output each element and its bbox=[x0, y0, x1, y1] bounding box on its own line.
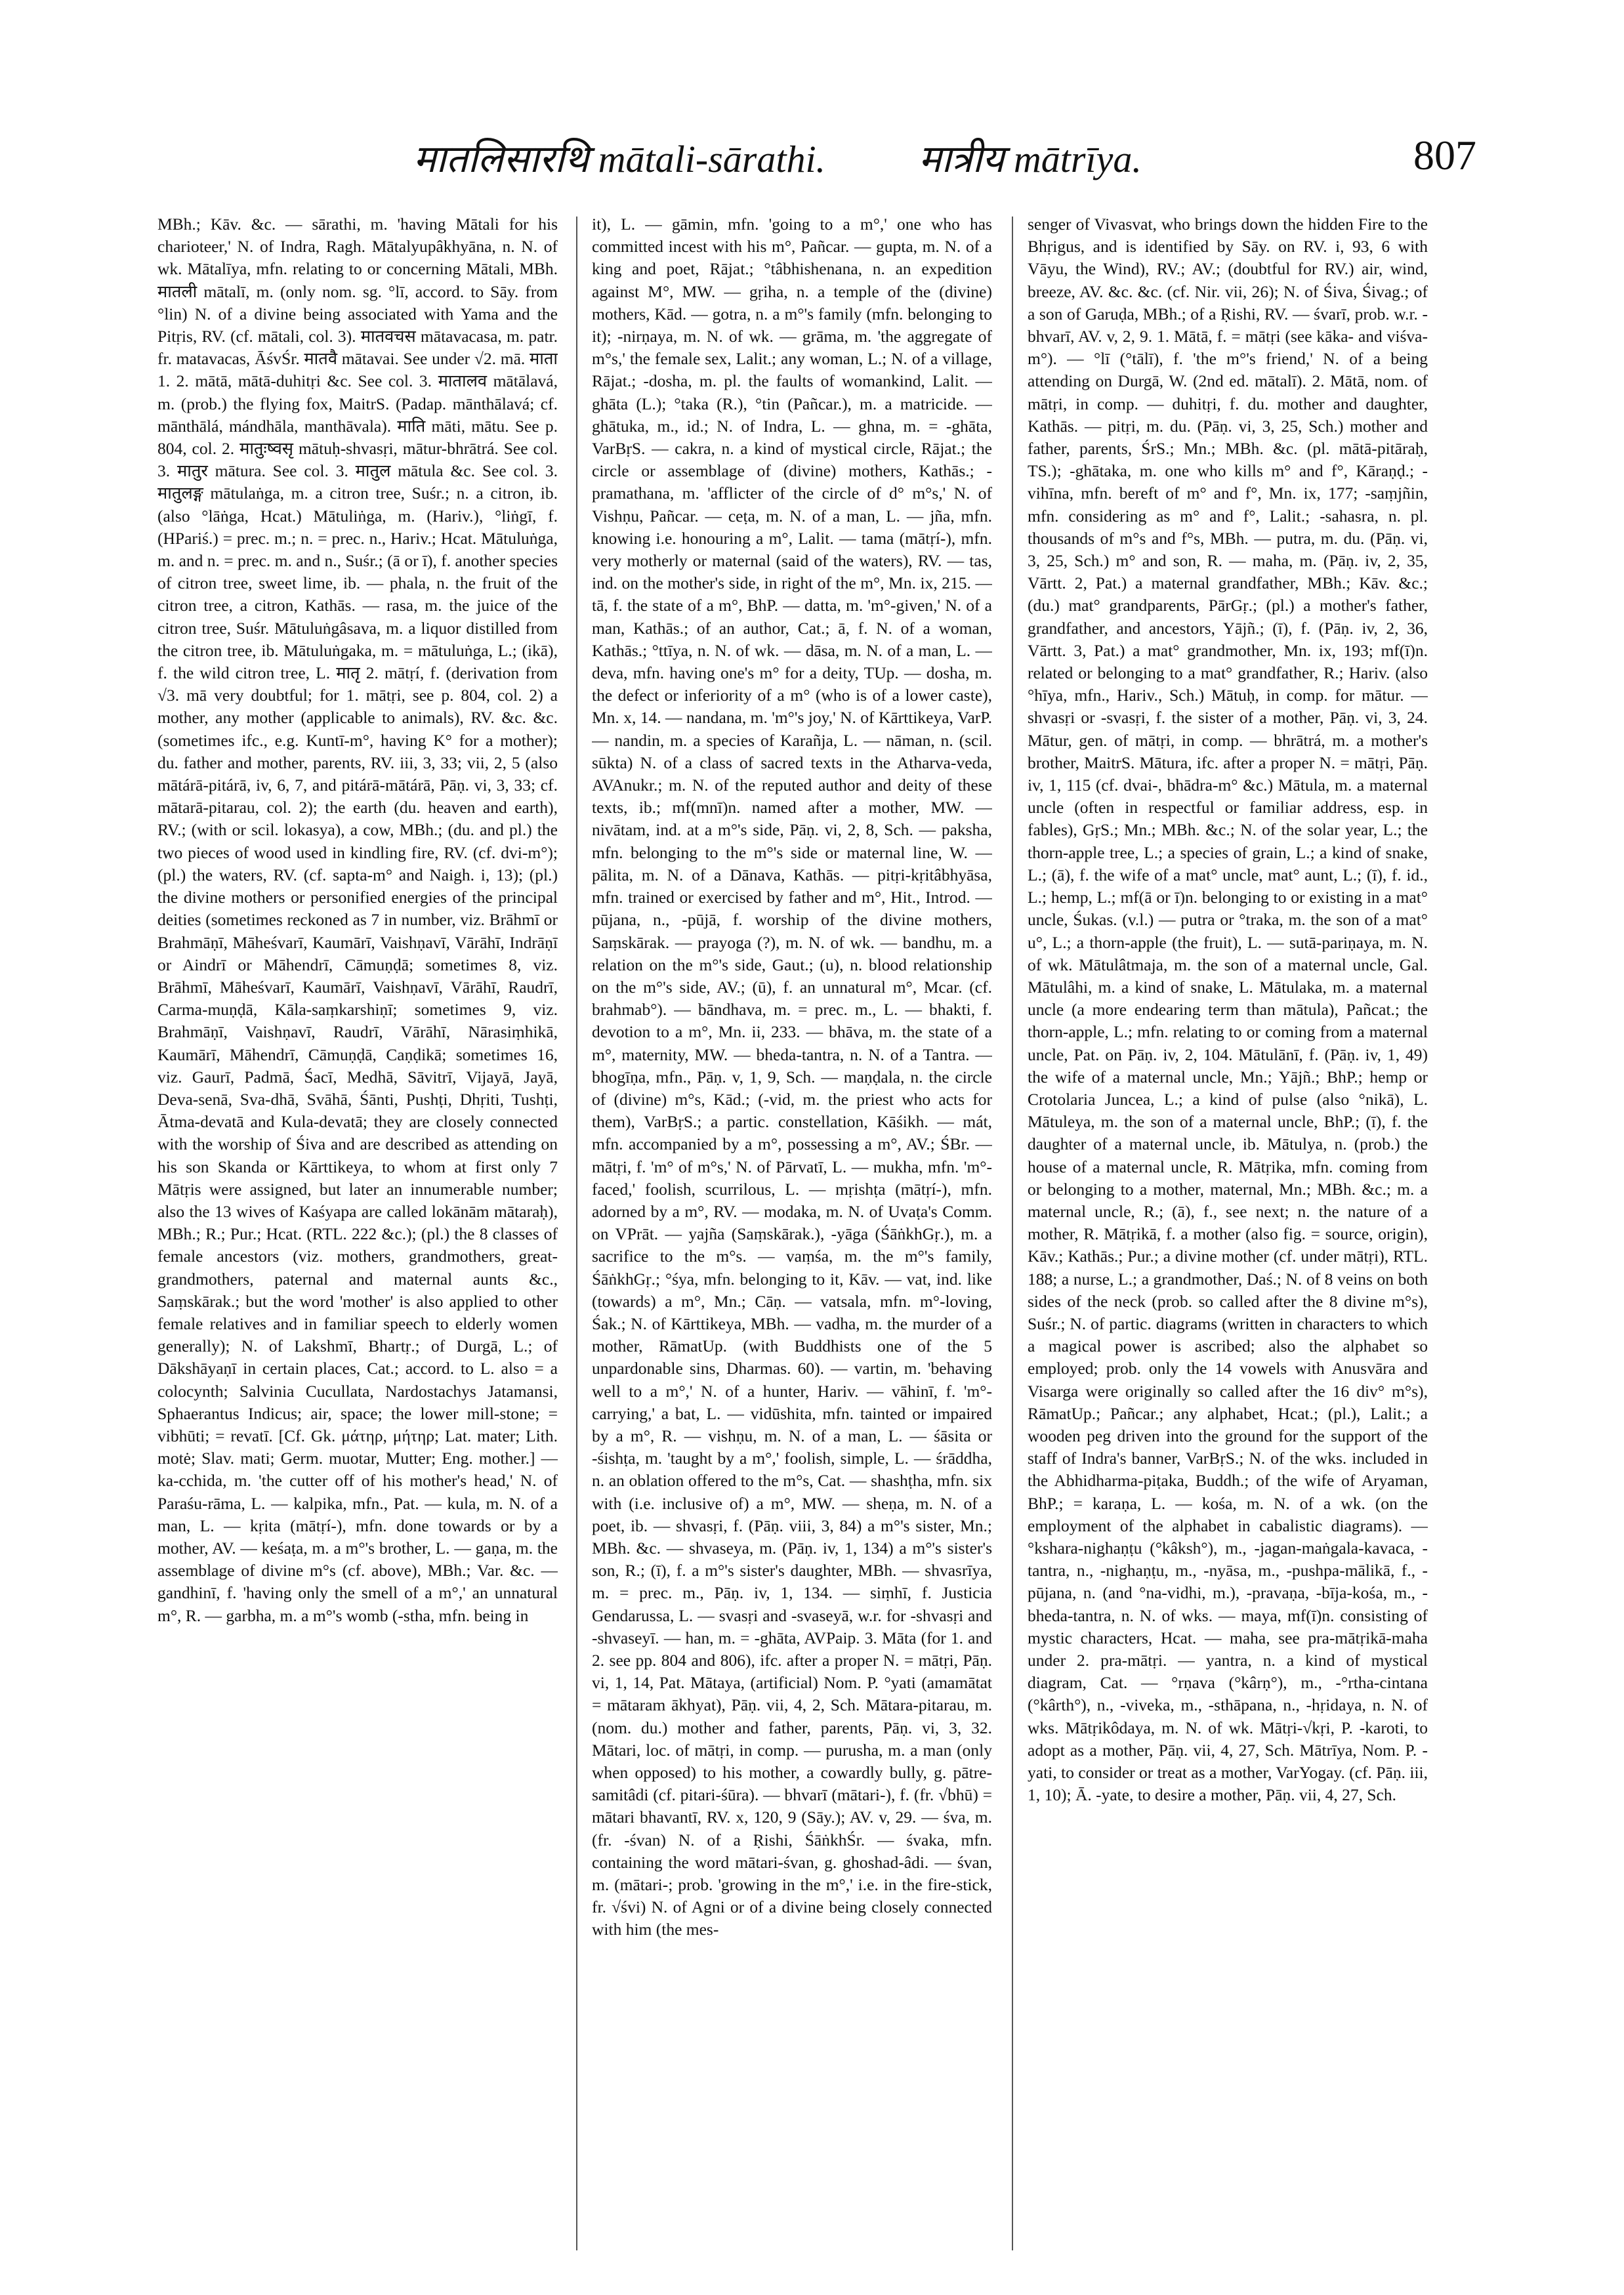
page-number: 807 bbox=[1413, 132, 1476, 178]
dictionary-column-3 bbox=[1028, 213, 1428, 2267]
header-left-headword: मातलिसारथि mātali-sārathi. bbox=[413, 138, 826, 180]
column-text: MBh.; Kāv. &c. — sārathi, m. 'having Mātali for his charioteer,' N. of Indra, Ragh. Mātalyupâkhyāna, n. N. of wk. Mātalīya, mfn. relating to or concerning Mātali, MBh. मातली mātalī, m. (only nom. sg. °lī, accord. to Sāy. from °lin) N. of a divine being associated with Yama and the Pitṛis, RV. (cf. mātali, col. 3). मातवचस mātavacasa, m. patr. fr. matavacas, ĀśvŚr. मातवै mātavai. See under √2. mā. माता 1. 2. mātā, mātā-duhitṛi &c. See col. 3. मातालव mātālavá, m. (prob.) the flying fox, MaitrS. (Padap. mānthālavá; cf. mānthālá, mándhāla, manthāvala). माति māti, mātu. See p. 804, col. 2. मातुःष्वसृ mātuḥ-shvasṛi, mātur-bhrātrá. See col. 3. मातुर mātura. See col. 3. मातुल mātula &c. See col. 3. मातुलङ्ग mātulaṅga, m. a citron tree, Suśr.; n. a citron, ib. (also °lāṅga, Hcat.) Mātuliṅga, m. (Hariv.), °liṅgī, f. (HPariś.) = prec. m.; n. = prec. n., Hariv.; Hcat. Mātuluṅga, m. and n. = prec. m. and n., Suśr.; (ā or ī), f. another species of citron tree, sweet lime, ib. — phala, n. the fruit of the citron tree, a citron, Kathās. — rasa, m. the juice of the citron tree, Suśr. Mātuluṅgâsava, m. a liquor distilled from the citron tree, ib. Mātuluṅgaka, m. = mātuluṅga, L.; (ikā), f. the wild citron tree, L. मातृ 2. mātṛí, f. (derivation from √3. mā very doubtful; for 1. mātṛi, see p. 804, col. 2) a mother, any mother (applicable to animals), RV. &c. &c. (sometimes ifc., e.g. Kuntī-m°, having K° for a mother); du. father and mother, parents, RV. iii, 3, 33; vii, 2, 5 (also mātárā-pitárā, iv, 6, 7, and pitárā-mātárā, Pāṇ. vi, 3, 33; cf. mātarā-pitarau, col. 2); the earth (du. heaven and earth), RV.; (with or scil. lokasya), a cow, MBh.; (du. and pl.) the two pieces of wood used in kindling fire, RV. (cf. dvi-m°); (pl.) the waters, RV. (cf. sapta-m° and Naigh. i, 13); (pl.) the divine mothers or personified energies of the principal deities (sometimes reckoned as 7 in number, viz. Brāhmī or Brahmāṇī, Māheśvarī, Kaumārī, Vaishṇavī, Vārāhī, Indrāṇī or Aindrī or Māhendrī, Cāmuṇḍā; sometimes 8, viz. Brāhmī, Māheśvarī, Kaumārī, Vaishṇavī, Vārāhī, Raudrī, Carma-muṇḍā, Kāla-saṃkarshiṇī; sometimes 9, viz. Brahmāṇī, Vaishṇavī, Raudrī, Vārāhī, Nārasiṃhikā, Kaumārī, Māhendrī, Cāmuṇḍā, Caṇḍikā; sometimes 16, viz. Gaurī, Padmā, Śacī, Medhā, Sāvitrī, Vijayā, Jayā, Deva-senā, Sva-dhā, Svāhā, Śānti, Pushṭi, Dhṛiti, Tushṭi, Ātma-devatā and Kula-devatā; they are closely connected with the worship of Śiva and are described as attending on his son Skanda or Kārttikeya, to whom at first only 7 Mātṛis were assigned, but later an innumerable number; also the 13 wives of Kaśyapa are called lokānām mātaraḥ), MBh.; R.; Pur.; Hcat. (RTL. 222 &c.); (pl.) the 8 classes of female ancestors (viz. mothers, grandmothers, great-grandmothers, paternal and maternal aunts &c., Saṃskārak.; but the word 'mother' is also applied to other female relatives and in familiar speech to elderly women generally); N. of Lakshmī, Bhartṛ.; of Durgā, L.; of Dākshāyaṇī in certain places, Cat.; accord. to L. also = a colocynth; Salvinia Cucullata, Nardostachys Jatamansi, Sphaerantus Indicus; air, space; the lower mill-stone; = vibhūti; = revatī. [Cf. Gk. μάτηρ, μήτηρ; Lat. mater; Lith. motė; Slav. mati; Germ. muotar, Mutter; Eng. mother.] — ka-cchida, m. 'the cutter off of his mother's head,' N. of Paraśu-rāma, L. — kalpika, mfn., Pat. — kula, m. N. of a man, L. — kṛita (mātṛí-), mfn. done towards or by a mother, AV. — keśaṭa, m. a m°'s brother, L. — gaṇa, m. the assemblage of divine m°s (cf. above), MBh.; Var. &c. — gandhinī, f. 'having only the smell of a m°,' an unnatural m°, R. — garbha, m. a m°'s womb (-stha, mfn. being in bbox=[157, 215, 558, 1625]
dictionary-column-1 bbox=[157, 213, 558, 2267]
column-text: senger of Vivasvat, who brings down the hidden Fire to the Bhṛigus, and is identified by Sāy. on RV. i, 93, 6 with Vāyu, the Wind), RV.; AV.; (doubtful for RV.) air, wind, breeze, AV. &c. &c. (cf. Nir. vii, 26); N. of Śiva, Śivag.; of a son of Garuḍa, MBh.; of a Ṛishi, RV. — śvarī, prob. w.r. -bhvarī, AV. v, 2, 9. 1. Mātā, f. = mātṛi (see kāka- and viśva-m°). — °lī (°tālī), f. 'the m°'s friend,' N. of a being attending on Durgā, W. (2nd ed. mātalī). 2. Mātā, nom. of mātṛi, in comp. — duhitṛi, f. du. mother and daughter, Kathās. — pitṛi, m. du. (Pāṇ. vi, 3, 25, Sch.) mother and father, parents, ŚrS.; Mn.; MBh. &c. (pl. mātā-pitāraḥ, TS.); -ghātaka, m. one who kills m° and f°, Kāraṇḍ.; -vihīna, mfn. bereft of m° and f°, Mn. ix, 177; -saṃjñin, mfn. considering as m° and f°, Lalit.; -sahasra, n. pl. thousands of m°s and f°s, MBh. — putra, m. du. (Pāṇ. vi, 3, 25, Sch.) m° and son, R. — maha, m. (Pāṇ. iv, 2, 35, Vārtt. 2, Pat.) a maternal grandfather, MBh.; Kāv. &c.; (du.) mat° grandparents, PārGṛ.; (pl.) a mother's father, grandfather, and ancestors, Yājñ.; (ī), f. (Pāṇ. iv, 2, 36, Vārtt. 3, Pat.) a mat° grandmother, Mn. ix, 193; mf(ī)n. related or belonging to a mat° grandfather, R.; Hariv. (also °hīya, mfn., Hariv., Sch.) Mātuḥ, in comp. for mātur. — shvasṛi or -svasṛi, f. the sister of a mother, Pāṇ. vi, 3, 24. Mātur, gen. of mātṛi, in comp. — bhrātrá, m. a mother's brother, MaitrS. Mātura, ifc. after a proper N. = mātṛi, Pāṇ. iv, 1, 115 (cf. dvai-, bhādra-m° &c.) Mātula, m. a maternal uncle (often in respectful or familiar address, esp. in fables), GṛS.; Mn.; MBh. &c.; N. of the solar year, L.; the thorn-apple tree, L.; a species of grain, L.; a kind of snake, L.; (ā), f. the wife of a mat° uncle, mat° aunt, L.; (ī), f. id., L.; hemp, L.; mf(ā or ī)n. belonging to or existing in a mat° uncle, Śukas. (v.l.) — putra or °traka, m. the son of a mat° u°, L.; a thorn-apple (the fruit), L. — sutā-pariṇaya, m. N. of wk. Mātulâtmaja, m. the son of a maternal uncle, Gal. Mātulâhi, m. a kind of snake, L. Mātulaka, m. a maternal uncle (a more endearing term than mātula), Pañcat.; the thorn-apple, L.; mfn. relating to or coming from a maternal uncle, Pat. on Pāṇ. iv, 2, 104. Mātulānī, f. (Pāṇ. iv, 1, 49) the wife of a maternal uncle, Mn.; Yājñ.; BhP.; hemp or Crotolaria Juncea, L.; a kind of pulse (also °nikā), L. Mātuleya, m. the son of a maternal uncle, BhP.; (ī), f. the daughter of a maternal uncle, ib. Mātulya, n. (prob.) the house of a maternal uncle, R. Mātṛika, mfn. coming from or belonging to a mother, maternal, Mn.; MBh. &c.; m. a maternal uncle, R.; (ā), f., see next; n. the nature of a mother, R. Mātṛikā, f. a mother (also fig. = source, origin), Kāv.; Kathās.; Pur.; a divine mother (cf. under mātṛi), RTL. 188; a nurse, L.; a grandmother, Daś.; N. of 8 veins on both sides of the neck (prob. so called after the 8 divine m°s), Suśr.; N. of partic. diagrams (written in characters to which a magical power is ascribed; also the alphabet so employed; prob. only the 14 vowels with Anusvāra and Visarga were originally so called after the 16 div° m°s), RāmatUp.; Pañcar.; any alphabet, Hcat.; (pl.), Lalit.; a wooden peg driven into the ground for the support of the staff of Indra's banner, VarBṛS.; N. of the wks. included in the Abhidharma-piṭaka, Buddh.; of the wife of Aryaman, BhP.; = karaṇa, L. — kośa, m. N. of a wk. (on the employment of the alphabet in cabalistic diagrams). — °kshara-nighaṇṭu (°kâksh°), m., -jagan-maṅgala-kavaca, -tantra, n., -nighaṇṭu, m., -nyāsa, m., -pushpa-mālikā, f., -pūjana, n. (and °na-vidhi, m.), -pravaṇa, -bīja-kośa, m., -bheda-tantra, n. N. of wks. — maya, mf(ī)n. consisting of mystic characters, Hcat. — maha, see pra-mātṛikā-maha under 2. pra-mātṛi. — yantra, n. a kind of mystical diagram, Cat. — °rṇava (°kârṇ°), m., -°rtha-cintana (°kârth°), n., -viveka, m., -sthāpana, n., -hṛidaya, n. N. of wks. Mātṛikôdaya, m. N. of wk. Mātṛi-√kṛi, P. -karoti, to adopt as a mother, Pāṇ. vii, 4, 27, Sch. Mātrīya, Nom. P. -yati, to consider or treat as a mother, VarYogay. (cf. Pāṇ. iii, 1, 10); Ā. -yate, to desire a mother, Pāṇ. vii, 4, 27, Sch. bbox=[1028, 215, 1428, 1805]
column-text: it), L. — gāmin, mfn. 'going to a m°,' one who has committed incest with his m°, Pañcar. — gupta, m. N. of a king and poet, Rājat.; °tâbhishenana, n. an expedition against M°, MW. — gṛiha, n. a temple of the (divine) mothers, Kād. — gotra, n. a m°'s family (mfn. belonging to it); -nirṇaya, m. N. of wk. — grāma, m. 'the aggregate of m°s,' the female sex, Lalit.; any woman, L.; N. of a village, Rājat.; -dosha, m. pl. the faults of womankind, Lalit. — ghāta (L.); °taka (R.), °tin (Pañcar.), m. a matricide. — ghātuka, m., id.; N. of Indra, L. — ghna, m. = -ghāta, VarBṛS. — cakra, n. a kind of mystical circle, Rājat.; the circle or assemblage of (divine) mothers, Kathās.; -pramathana, m. 'afflicter of the circle of d° m°s,' N. of Vishṇu, Pañcar. — ceṭa, m. N. of a man, L. — jña, mfn. knowing i.e. honouring a m°, Lalit. — tama (mātṛí-), mfn. very motherly or maternal (said of the waters), RV. — tas, ind. on the mother's side, in right of the m°, Mn. ix, 215. — tā, f. the state of a m°, BhP. — datta, m. 'm°-given,' N. of a man, Kathās.; of an author, Cat.; ā, f. N. of a woman, Kathās.; °ttīya, n. N. of wk. — dāsa, m. N. of a man, L. — deva, mfn. having one's m° for a deity, TUp. — dosha, m. the defect or inferiority of a m° (who is of a lower caste), Mn. x, 14. — nandana, m. 'm°'s joy,' N. of Kārttikeya, VarP. — nandin, m. a species of Karañja, L. — nāman, n. (scil. sūkta) N. of a class of sacred texts in the Atharva-veda, AVAnukr.; m. N. of the reputed author and deity of these texts, ib.; mf(mnī)n. named after a mother, MW. — nivātam, ind. at a m°'s side, Pāṇ. vi, 2, 8, Sch. — paksha, mfn. belonging to the m°'s side or maternal line, W. — pālita, m. N. of a Dānava, Kathās. — pitṛi-kṛitâbhyāsa, mfn. trained or exercised by father and m°, Hit., Introd. — pūjana, n., -pūjā, f. worship of the divine mothers, Saṃskārak. — prayoga (?), m. N. of wk. — bandhu, m. a relation on the m°'s side, Gaut.; (u), n. blood relationship on the m°'s side, AV.; (ū), f. an unnatural m°, Mcar. (cf. brahmab°). — bāndhava, m. = prec. m., L. — bhakti, f. devotion to a m°, Mn. ii, 233. — bhāva, m. the state of a m°, maternity, MW. — bheda-tantra, n. N. of a Tantra. — bhogīṇa, mfn., Pāṇ. v, 1, 9, Sch. — maṇḍala, n. the circle of (divine) m°s, Kād.; (-vid, m. the priest who acts for them), VarBṛS.; a partic. constellation, Kāśikh. — mát, mfn. accompanied by a m°, possessing a m°, AV.; ŚBr. — mātṛi, f. 'm° of m°s,' N. of Pārvatī, L. — mukha, mfn. 'm°-faced,' foolish, scurrilous, L. — mṛishṭa (mātṛí-), mfn. adorned by a m°, RV. — modaka, m. N. of Uvaṭa's Comm. on VPrāt. — yajña (Saṃskārak.), -yāga (ŚāṅkhGṛ.), m. a sacrifice to the m°s. — vaṃśa, m. the m°'s family, ŚāṅkhGṛ.; °śya, mfn. belonging to it, Kāv. — vat, ind. like (towards) a m°, Mn.; Cāṇ. — vatsala, mfn. m°-loving, Śak.; N. of Kārttikeya, MBh. — vadha, m. the murder of a mother, RāmatUp. (with Buddhists one of the 5 unpardonable sins, Dharmas. 60). — vartin, m. 'behaving well to a m°,' N. of a hunter, Hariv. — vāhinī, f. 'm°-carrying,' a bat, L. — vidūshita, mfn. tainted or impaired by a m°, R. — vishṇu, m. N. of a man, L. — śāsita or -śishṭa, m. 'taught by a m°,' foolish, simple, L. — śrāddha, n. an oblation offered to the m°s, Cat. — shashṭha, mfn. six with (i.e. inclusive of) a m°, MW. — sheṇa, m. N. of a poet, ib. — shvasṛi, f. (Pāṇ. viii, 3, 84) a m°'s sister, Mn.; MBh. &c. — shvaseya, m. (Pāṇ. iv, 1, 134) a m°'s sister's son, R.; (ī), f. a m°'s sister's daughter, MBh. — shvasrīya, m. = prec. m., Pāṇ. iv, 1, 134. — siṃhī, f. Justicia Gendarussa, L. — svasṛi and -svaseyā, w.r. for -shvasṛi and -shvaseyī. — han, m. = -ghāta, AVPaip. 3. Māta (for 1. and 2. see pp. 804 and 806), ifc. after a proper N. = mātṛi, Pāṇ. vi, 1, 14, Pat. Mātaya, (artificial) Nom. P. °yati (amamātat = mātaram ākhyat), Pāṇ. vii, 4, 2, Sch. Mātara-pitarau, m. (nom. du.) mother and father, parents, Pāṇ. vi, 3, 32. Mātari, loc. of mātṛi, in comp. — purusha, m. a man (only when opposed) to his mother, a cowardly bully, g. pātre-samitâdi (cf. pitari-śūra). — bhvarī (mātari-), f. (fr. √bhū) = mātari bhavantī, RV. x, 120, 9 (Sāy.); AV. v, 29. — śva, m. (fr. -śvan) N. of a Ṛishi, ŚāṅkhŚr. — śvaka, mfn. containing the word mātari-śvan, g. ghoshad-âdi. — śvan, m. (mātari-; prob. 'growing in the m°,' i.e. in the fire-stick, fr. √śvi) N. of Agni or of a divine being closely connected with him (the mes- bbox=[592, 215, 992, 1939]
column-divider bbox=[1012, 217, 1013, 2250]
dictionary-column-2 bbox=[592, 213, 992, 2267]
page-header bbox=[164, 131, 1476, 210]
column-divider bbox=[576, 217, 577, 2250]
header-right-headword: मात्रीय mātrīya. bbox=[919, 138, 1142, 180]
